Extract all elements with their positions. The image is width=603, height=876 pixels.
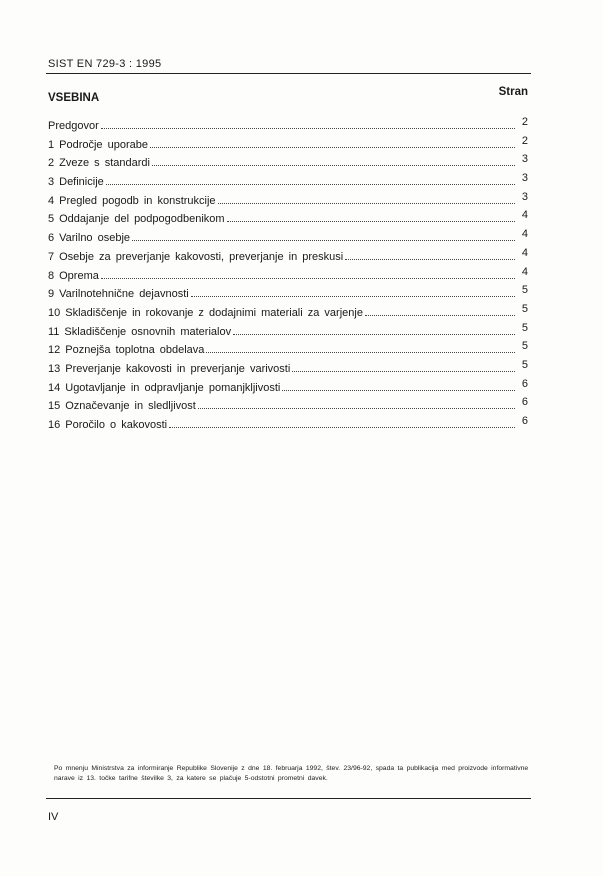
toc-entry (48, 379, 528, 398)
toc-entry (48, 229, 528, 248)
toc-dot-leader (345, 259, 515, 260)
page-title: VSEBINA (48, 92, 100, 104)
toc-dot-leader (106, 184, 515, 185)
toc-entry-page: 4 (521, 265, 528, 278)
toc-dot-leader (198, 408, 515, 409)
toc-dot-leader (101, 278, 515, 279)
table-of-contents (48, 117, 528, 435)
toc-entry-number: 11 (48, 325, 60, 338)
toc-entry (48, 304, 528, 323)
toc-entry-page: 4 (521, 228, 528, 241)
toc-entry-page: 3 (521, 190, 528, 203)
toc-entry-page: 4 (521, 209, 528, 222)
toc-entry-number: 12 (48, 344, 61, 357)
toc-entry-page: 6 (521, 396, 528, 409)
toc-entry-page: 6 (521, 415, 528, 427)
toc-entry-number: 7 (48, 250, 55, 263)
toc-entry-page: 2 (521, 116, 528, 128)
toc-entry-page: 5 (521, 284, 528, 297)
toc-dot-leader (233, 334, 515, 335)
toc-entry-label: Zveze s standardi (59, 157, 150, 170)
toc-entry-number: 8 (48, 269, 55, 282)
toc-entry-page: 2 (521, 134, 528, 147)
toc-entry-label: Področje uporabe (59, 138, 148, 151)
toc-entry-page: 5 (521, 302, 528, 315)
page-number: IV (48, 811, 59, 823)
toc-entry-page: 3 (521, 153, 528, 166)
toc-entry-label: Predgovor (48, 120, 99, 132)
toc-entry-number: 2 (48, 157, 55, 170)
toc-dot-leader (169, 427, 515, 428)
toc-entry (48, 136, 528, 155)
toc-entry-number: 10 (48, 306, 61, 319)
toc-dot-leader (292, 371, 515, 372)
toc-entry (48, 397, 528, 416)
toc-entry-label: Pregled pogodb in konstrukcije (59, 194, 216, 207)
toc-entry (48, 117, 528, 136)
toc-entry (48, 248, 528, 267)
toc-entry-label: Skladiščenje in rokovanje z dodajnimi materiali za varjenje (65, 306, 363, 319)
toc-entry-number: 3 (48, 176, 55, 189)
toc-entry (48, 192, 528, 211)
toc-entry-number: 5 (48, 213, 55, 226)
toc-entry (48, 285, 528, 304)
toc-entry (48, 323, 528, 342)
toc-entry (48, 210, 528, 229)
toc-entry-number: 16 (48, 419, 61, 431)
toc-entry (48, 416, 528, 435)
toc-dot-leader (365, 315, 515, 316)
toc-entry-label: Varilno osebje (59, 232, 131, 245)
toc-entry (48, 267, 528, 286)
toc-dot-leader (152, 165, 515, 166)
toc-entry-page: 5 (521, 340, 528, 353)
toc-entry-page: 4 (521, 246, 528, 259)
toc-entry (48, 360, 528, 379)
toc-entry-number: 9 (48, 288, 55, 301)
toc-entry-label: Osebje za preverjanje kakovosti, preverjanje in preskusi (59, 250, 344, 263)
toc-dot-leader (282, 390, 515, 391)
toc-entry-label: Poročilo o kakovosti (65, 419, 168, 431)
toc-entry (48, 154, 528, 173)
footnote: Po mnenju Ministrstva za informiranje Republike Slovenije z dne 18. februarja 1992, štev. 23/96-92, spada ta publikacija med proizvode informativne narave iz 13. točke tarifne številke 3, za katere se plačuje 5-odstotni prometni davek. (54, 765, 529, 782)
header-rule (46, 73, 531, 74)
toc-entry-label: Skladiščenje osnovnih materialov (64, 325, 232, 338)
toc-entry-label: Varilnotehnične dejavnosti (59, 288, 189, 301)
toc-entry-page: 6 (521, 377, 528, 390)
toc-entry-number: 4 (48, 194, 55, 207)
toc-dot-leader (227, 221, 515, 222)
toc-entry-number: 6 (48, 232, 55, 245)
toc-dot-leader (132, 240, 515, 241)
toc-entry-label: Označevanje in sledljivost (65, 400, 196, 413)
toc-entry-page: 5 (521, 321, 528, 334)
toc-dot-leader (218, 203, 515, 204)
toc-dot-leader (191, 296, 515, 297)
toc-entry-label: Poznejša toplotna obdelava (65, 344, 205, 357)
toc-entry-page: 5 (521, 358, 528, 371)
toc-entry-label: Oddajanje del podpogodbenikom (59, 213, 225, 226)
toc-entry-number: 1 (48, 138, 55, 151)
toc-entry-number: 13 (48, 362, 61, 375)
toc-entry-label: Ugotavljanje in odpravljanje pomanjkljivosti (65, 381, 281, 394)
toc-dot-leader (150, 147, 515, 148)
toc-entry-label: Oprema (59, 269, 99, 282)
toc-entry (48, 173, 528, 192)
document-header: SIST EN 729-3 : 1995 (48, 58, 162, 70)
toc-entry-number: 15 (48, 400, 61, 413)
toc-entry-label: Preverjanje kakovosti in preverjanje varivosti (65, 362, 291, 375)
toc-entry-page: 3 (521, 172, 528, 185)
toc-dot-leader (101, 128, 515, 129)
toc-entry (48, 341, 528, 360)
footer-rule (46, 798, 531, 799)
toc-dot-leader (206, 352, 515, 353)
toc-entry-label: Definicije (59, 176, 104, 189)
page-column-header: Stran (498, 86, 528, 98)
toc-entry-number: 14 (48, 381, 61, 394)
